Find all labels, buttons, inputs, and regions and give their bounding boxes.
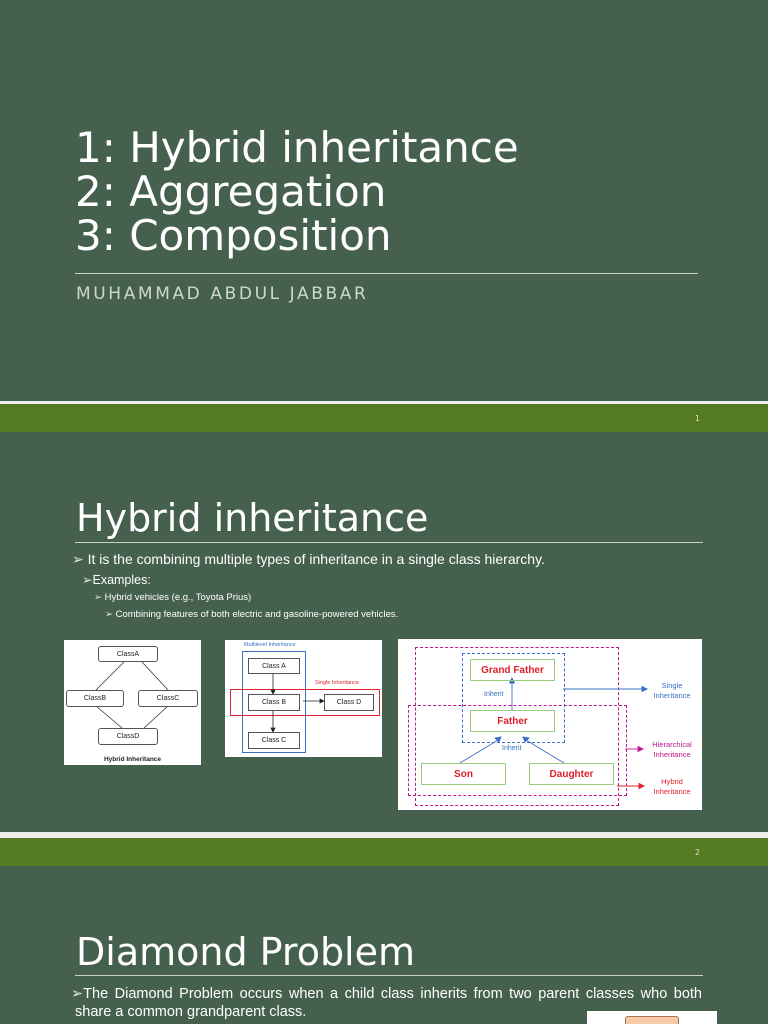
paragraph-text: The Diamond Problem occurs when a child class inherits from two parent classes who both share a common grandparent class. [75,986,702,1020]
bullet-arrow-icon: ➢ [105,609,113,620]
label-hybrid-inheritance: Hybrid Inheritance [653,777,691,796]
slide-footer-bar [0,838,768,866]
bullet-arrow-icon: ➢ [71,986,84,1002]
slide-3 [0,866,768,1024]
slide-1 [0,0,768,401]
node-daughter: Daughter [529,763,614,785]
bullet-level-2 [82,572,151,587]
node-classa: ClassA [98,646,158,662]
slide-title [75,123,519,260]
bullet-level-4 [105,609,398,620]
bullet-arrow-icon: ➢ [82,573,93,587]
bullet-text: Hybrid vehicles (e.g., Toyota Prius) [104,592,252,603]
label-multilevel: Multilevel Inheritance [244,642,296,648]
title-divider [75,273,698,274]
bullet-arrow-icon: ➢ [72,551,84,567]
node-class-b: Class B [248,694,300,711]
node-classb: ClassB [66,690,124,707]
diamond-diagram-partial [587,1011,717,1024]
multilevel-single-diagram [225,640,382,757]
bullet-arrow-icon: ➢ [94,592,102,603]
bullet-text: It is the combining multiple types of inheritance in a single class hierarchy. [87,551,545,567]
family-inheritance-diagram [398,639,702,810]
slide-heading: Diamond Problem [76,930,416,974]
edge-label-inherit-2: Inherit [502,745,522,752]
node-grand-father: Grand Father [470,659,555,681]
bullet-text: Combining features of both electric and gasoline-powered vehicles. [115,609,399,620]
hybrid-inheritance-diagram [64,640,201,765]
author-name: MUHAMMAD ABDUL JABBAR [76,284,369,304]
node-class-d: Class D [324,694,374,711]
node-classd: ClassD [98,728,158,745]
page-number: 2 [694,848,700,857]
title-line-1: 1: Hybrid inheritance [75,123,519,172]
title-line-3: 3: Composition [75,211,392,260]
label-hierarchical-inheritance: Hierarchical Inheritance [652,740,692,759]
node-classc: ClassC [138,690,198,707]
bullet-level-1 [72,551,545,568]
diagram-caption: Hybrid Inheritance [103,756,162,763]
slide-heading: Hybrid inheritance [76,496,429,540]
title-line-2: 2: Aggregation [75,167,387,216]
node-class-c: Class C [248,732,300,749]
page-number: 1 [694,414,700,423]
bullet-text: Examples: [92,573,151,587]
heading-divider [75,542,703,543]
node-son: Son [421,763,506,785]
node-father: Father [470,710,555,732]
node-class-a: Class A [248,658,300,674]
slide-2 [0,432,768,832]
slide-footer-bar [0,404,768,432]
label-single-inheritance: Single Inheritance [653,681,691,700]
diagram-node-partial [625,1016,679,1024]
label-single: Single Inheritance [315,680,360,686]
heading-divider [75,975,703,976]
edge-label-inherit-1: Inherit [484,691,504,698]
bullet-level-3 [94,592,251,603]
